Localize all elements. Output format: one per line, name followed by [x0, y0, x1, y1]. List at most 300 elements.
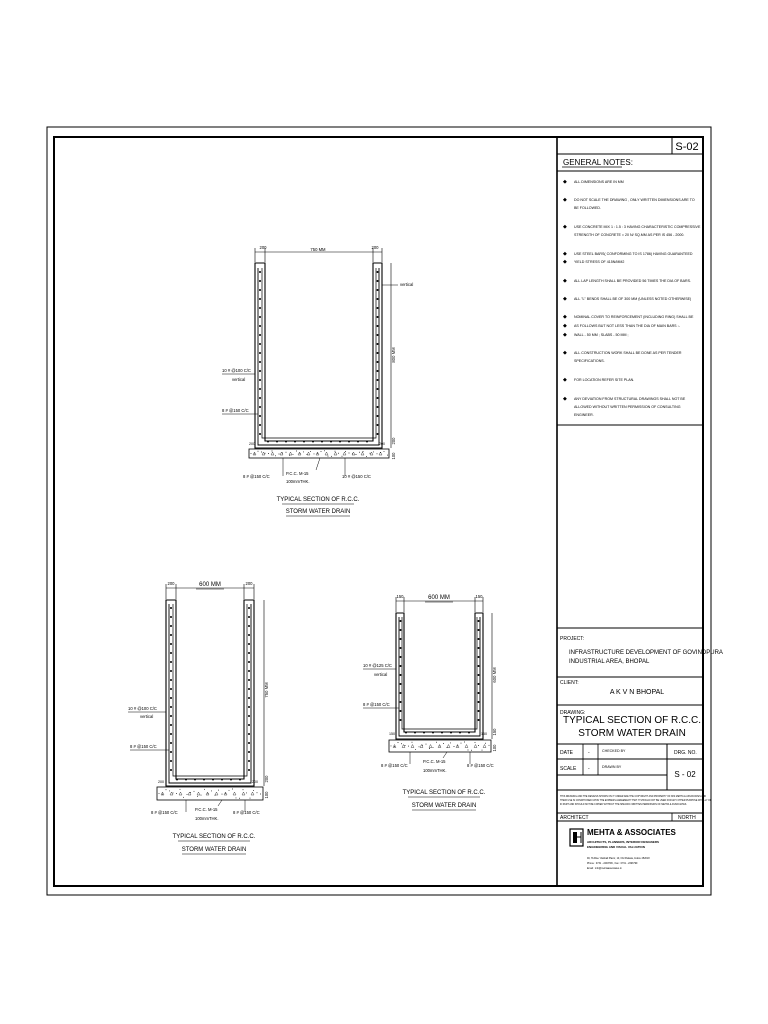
bar-dot [243, 789, 244, 790]
bar-dot [170, 760, 172, 762]
note-line: ALL LAP LENGTH SHALL BE PROVIDED 56 TIMES THE DIA OF BARS. [574, 279, 691, 283]
outer-reinforcement [258, 268, 379, 445]
bar-dot [450, 732, 452, 734]
aggregate-mark [215, 792, 218, 795]
project-name-line1: INFRASTRUCTURE DEVELOPMENT OF GOVINDPURA [569, 650, 723, 656]
corner-right-dim: 200 [379, 442, 385, 446]
bar-dot [391, 745, 392, 746]
inner-reinforcement [402, 617, 477, 729]
bar-dot [468, 732, 470, 734]
pcc-callout: P.C.C. M-15 [195, 807, 218, 812]
bar-dot [166, 789, 167, 790]
bar-dot [478, 683, 480, 685]
pcc-callout: P.C.C. M-15 [423, 759, 446, 764]
bar-dot [400, 647, 402, 649]
bar-dot [246, 792, 247, 793]
bar-dot [415, 749, 416, 750]
aggregate-mark [343, 452, 346, 455]
aggregate-mark [197, 792, 200, 795]
bar-dot [259, 334, 261, 336]
note-line: BE FOLLOWED. [574, 206, 601, 210]
dim-left-wall: 150 [396, 594, 404, 599]
bar-dot [400, 629, 402, 631]
corner-left-dim: 200 [158, 780, 164, 784]
bar-dot [259, 379, 261, 381]
bar-dot [239, 779, 241, 781]
bar-dot [257, 792, 258, 793]
firm-tagline-2: ENGINEERING AND VISUAL VALUATION [587, 845, 645, 849]
bar-dot [259, 370, 261, 372]
bar-dot [286, 452, 287, 453]
copyright-line: THEIR USE IS CONDITIONED UPON THE EXPRESS AGREEMENT THAT IT SHOULD NOT BE USED FOR ANY OTHER PURPOSE WHOLLY OR [560, 800, 712, 802]
bar-dot [173, 792, 174, 793]
drawn-by-label: DRAWN BY [602, 765, 622, 769]
bar-dot [236, 797, 237, 798]
inner-reinforcement [173, 604, 247, 776]
bar-dot [426, 744, 427, 745]
bar-dot [218, 790, 219, 791]
dim-clear-width: 600 MM [428, 595, 450, 601]
bar-dot [248, 751, 250, 753]
bar-dot [478, 647, 480, 649]
bar-dot [259, 352, 261, 354]
bar-dot [203, 779, 205, 781]
vertical-bar-callout: 10 # @100 C/C [128, 706, 157, 711]
bar-dot [212, 779, 214, 781]
bar-dot [211, 790, 212, 791]
bar-dot [478, 638, 480, 640]
bar-dot [201, 795, 202, 796]
project-label: PROJECT: [560, 636, 585, 642]
bar-dot [259, 361, 261, 363]
bar-dot [342, 456, 343, 457]
firm-phone: Phone : 0731 - 2493796 , Fax : 0731 - 2493799 [587, 862, 638, 865]
bar-dot [303, 441, 305, 443]
aggregate-mark [438, 745, 441, 748]
bar-dot [412, 742, 413, 743]
date-label: DATE [560, 750, 573, 756]
aggregate-mark [361, 452, 364, 455]
bar-dot [348, 441, 350, 443]
bar-dot [457, 745, 458, 746]
aggregate-mark [307, 452, 310, 455]
dim-pcc: 100 [391, 452, 396, 460]
note-bullet: ◆ [563, 396, 567, 402]
bar-dot [400, 665, 402, 667]
bar-dot [478, 656, 480, 658]
aggregate-mark [242, 792, 245, 795]
drg-no-value: S - 02 [674, 770, 696, 779]
note-line: ALL "L" BENDS SHALL BE OF 300 MM (UNLESS NOTED OTHERWISE) [574, 297, 692, 301]
client-label: CLIENT: [560, 680, 579, 686]
outer-reinforcement [399, 617, 480, 736]
pcc-thickness: 100mmTHK. [423, 768, 447, 773]
bar-dot [400, 638, 402, 640]
vertical-bar-callout-sub: vertical [374, 672, 388, 677]
bar-dot [377, 289, 379, 291]
bar-dot [419, 746, 420, 747]
bar-dot [170, 724, 172, 726]
bar-dot [475, 742, 476, 743]
bar-dot [259, 397, 261, 399]
architect-label: ARCHITECT [560, 815, 589, 821]
bar-dot [197, 796, 198, 797]
copyright-line: IN PART AND SHOULD NOT BE COPIED WITHOUT THE SPECIFIC WRITTEN PERMISSION OF MEHTA & ASSOCIATES. [560, 804, 687, 806]
bar-dot [464, 742, 465, 743]
drain-concrete-outline [396, 613, 483, 739]
bar-dot [450, 742, 451, 743]
note-line: ALL DIMENSIONS ARE IN MM [574, 180, 624, 184]
copyright-line: THIS DRAWING AND THE DESIGNS SHOWN ON IT UNDER ARE THE COPYRIGHT AND PROPERTY OF M/S MEHTA & ASSOCIATES AND [560, 796, 707, 798]
bar-dot [468, 750, 469, 751]
bar-dot [377, 298, 379, 300]
bar-dot [401, 743, 402, 744]
bar-dot [377, 334, 379, 336]
note-bullet: ◆ [563, 296, 567, 302]
bar-dot [366, 456, 367, 457]
aggregate-mark [411, 745, 414, 748]
section-2-drain [128, 581, 269, 854]
aggregate-mark [289, 452, 292, 455]
bottom-left-bar-callout: 8 # @150 C/C [243, 474, 270, 479]
bar-dot [260, 794, 261, 795]
bar-dot [258, 451, 259, 452]
bar-dot [170, 742, 172, 744]
client-name: A K V N BHOPAL [609, 689, 665, 696]
corner-right-dim: 200 [252, 780, 258, 784]
bar-dot [377, 388, 379, 390]
bar-dot [259, 388, 261, 390]
bar-dot [478, 745, 479, 746]
bar-dot [478, 665, 480, 667]
bar-dot [349, 453, 350, 454]
bar-dot [253, 790, 254, 791]
dim-base: 200 [264, 775, 269, 783]
bar-dot [230, 779, 232, 781]
bar-dot [162, 794, 163, 795]
north-label: NORTH [678, 815, 696, 821]
bar-dot [400, 620, 402, 622]
section-title-line1: TYPICAL SECTION OF R.C.C. [276, 497, 360, 503]
bar-dot [400, 692, 402, 694]
dim-clear-width: 600 MM [199, 582, 221, 588]
aggregate-mark [474, 745, 477, 748]
bar-dot [248, 742, 250, 744]
bar-dot [377, 352, 379, 354]
bar-dot [248, 661, 250, 663]
bar-dot [254, 453, 255, 454]
aggregate-mark [325, 452, 328, 455]
scale-label: SCALE [560, 766, 577, 772]
bar-dot [272, 451, 273, 452]
vertical-bar-callout: 10 # @100 C/C [222, 368, 251, 373]
bar-dot [170, 688, 172, 690]
bar-dot [170, 643, 172, 645]
firm-logo-icon [570, 829, 583, 846]
bar-dot [248, 643, 250, 645]
aggregate-mark [402, 745, 405, 748]
bar-dot [276, 441, 278, 443]
bar-dot [454, 746, 455, 747]
bar-dot [345, 451, 346, 452]
dim-left-wall: 200 [167, 581, 175, 586]
drain-concrete-outline [166, 600, 254, 786]
bar-dot [248, 706, 250, 708]
bar-dot [405, 745, 406, 746]
bar-dot [248, 724, 250, 726]
note-bullet: ◆ [563, 314, 567, 320]
bar-dot [400, 701, 402, 703]
project-name-line2: INDUSTRIAL AREA, BHOPAL [569, 659, 650, 665]
bar-dot [293, 454, 294, 455]
bar-dot [377, 406, 379, 408]
aggregate-mark [251, 792, 254, 795]
bar-dot [268, 453, 269, 454]
bar-dot [321, 441, 323, 443]
bar-dot [478, 719, 480, 721]
firm-email: Email : info@mehtaassociates.in [587, 867, 622, 870]
bar-dot [405, 732, 407, 734]
bar-dot [461, 743, 462, 744]
general-notes-list [563, 179, 701, 417]
dim-clear-width: 750 MM [310, 247, 326, 252]
bar-dot [250, 798, 251, 799]
bar-dot [194, 791, 195, 792]
bar-dot [259, 307, 261, 309]
bar-dot [377, 280, 379, 282]
bar-dot [170, 715, 172, 717]
bar-dot [478, 701, 480, 703]
bar-dot [159, 793, 160, 794]
dim-base: 200 [391, 437, 396, 445]
drawing-number-top: S-02 [675, 141, 699, 153]
drawing-title-line1: TYPICAL SECTION OF R.C.C. [563, 715, 701, 726]
bar-dot [303, 451, 304, 452]
bar-dot [248, 733, 250, 735]
aggregate-mark [233, 792, 236, 795]
bar-dot [400, 719, 402, 721]
note-bullet: ◆ [563, 259, 567, 265]
drg-no-label: DRG. NO. [674, 750, 697, 756]
bar-dot [170, 634, 172, 636]
distribution-bars [259, 271, 379, 443]
bar-dot [363, 451, 364, 452]
bar-dot [279, 454, 280, 455]
vertical-bar-callout-sub: vertical [232, 377, 246, 382]
bar-dot [377, 370, 379, 372]
aggregate-mark [179, 792, 182, 795]
distribution-bars [400, 620, 480, 734]
bar-dot [478, 629, 480, 631]
bar-dot [394, 746, 395, 747]
bar-dot [489, 745, 490, 746]
section-title-line1: TYPICAL SECTION OF R.C.C. [172, 834, 256, 840]
pcc-thickness: 100mmTHK. [195, 816, 219, 821]
bar-dot [433, 747, 434, 748]
bar-dot [251, 453, 252, 454]
aggregate-mark [262, 452, 265, 455]
scale-value: - [588, 766, 590, 772]
bar-dot [317, 453, 318, 454]
section-title-line2: STORM WATER DRAIN [411, 803, 477, 809]
aggregate-mark [334, 452, 337, 455]
bar-dot [400, 683, 402, 685]
note-line: YIELD STRESS OF 415N/MM2 [574, 260, 625, 264]
bar-dot [432, 732, 434, 734]
bar-dot [478, 710, 480, 712]
note-bullet: ◆ [563, 332, 567, 338]
bar-dot [229, 790, 230, 791]
aggregate-mark [271, 452, 274, 455]
bar-dot [339, 441, 341, 443]
bar-dot [356, 454, 357, 455]
bar-dot [248, 625, 250, 627]
note-bullet: ◆ [563, 278, 567, 284]
bar-dot [377, 325, 379, 327]
dim-height: 600 MM [492, 667, 497, 683]
note-bullet: ◆ [563, 251, 567, 257]
bar-dot [285, 441, 287, 443]
bar-dot [248, 697, 250, 699]
bar-dot [485, 743, 486, 744]
bottom-left-bar-callout: 8 # @150 C/C [381, 763, 408, 768]
checked-by-label: CHECKED BY [602, 749, 626, 753]
bottom-right-bar-callout: 8 # @150 C/C [233, 810, 260, 815]
bar-dot [170, 751, 172, 753]
vertical-bar-callout: 10 # @125 C/C [363, 663, 392, 668]
general-notes-title: GENERAL NOTES: [563, 158, 633, 167]
bar-dot [398, 742, 399, 743]
bar-dot [267, 441, 269, 443]
inner-border [54, 137, 703, 886]
drawing-label: DRAWING: [560, 710, 586, 716]
note-bullet: ◆ [563, 377, 567, 383]
note-line: AS FOLLOWS BUT NOT LESS THAN THE DIA OF MAIN BARS :- [574, 324, 680, 328]
bar-dot [471, 750, 472, 751]
dim-height: 800 MM [391, 347, 396, 363]
bar-dot [170, 670, 172, 672]
bar-dot [377, 343, 379, 345]
aggregate-mark [483, 745, 486, 748]
bar-dot [176, 793, 177, 794]
pcc-hatch [391, 742, 490, 751]
dim-height: 750 MM [264, 682, 269, 698]
bar-dot [259, 280, 261, 282]
bar-dot [259, 343, 261, 345]
bar-dot [170, 697, 172, 699]
bar-dot [275, 455, 276, 456]
bar-dot [443, 743, 444, 744]
pcc-thickness: 100mmTHK. [286, 479, 310, 484]
bar-dot [377, 307, 379, 309]
bar-dot [187, 794, 188, 795]
bar-dot [170, 625, 172, 627]
bar-dot [222, 794, 223, 795]
section-1-drain [222, 245, 413, 516]
bar-dot [377, 397, 379, 399]
bar-dot [330, 441, 332, 443]
note-line: DO NOT SCALE THE DRAWING , ONLY WRITTEN DIMENSIONS ARE TO [574, 198, 695, 202]
bar-dot [423, 732, 425, 734]
bar-dot [400, 710, 402, 712]
bar-dot [176, 779, 178, 781]
dim-base: 150 [492, 728, 497, 736]
note-line: STRENGTH OF CONCRETE = 20 N/ SQ.MM AS PER IS 456 - 2000. [574, 233, 685, 237]
note-line: ALLOWED WITHOUT WRITTEN PERMISSION OF CONSULTING [574, 405, 681, 409]
vertical-bar-note: vertical [400, 282, 414, 287]
bar-dot [248, 634, 250, 636]
bar-dot [259, 298, 261, 300]
note-line: WALL - 50 MM ; SLABS - 50 MM ; [574, 333, 629, 337]
note-line: USE STEEL BARS( CONFORMING TO IS 1786) HAVING GUARANTEED [574, 252, 693, 256]
aggregate-mark [161, 792, 164, 795]
bar-dot [221, 779, 223, 781]
bar-dot [338, 453, 339, 454]
note-line: FOR LOCATION REFER SITE PLAN. [574, 378, 635, 382]
bar-dot [335, 451, 336, 452]
bar-dot [259, 325, 261, 327]
note-line: SPECIFICATIONS. [574, 359, 605, 363]
bar-dot [482, 750, 483, 751]
bar-dot [429, 748, 430, 749]
bar-dot [377, 415, 379, 417]
bottom-right-bar-callout: 10 # @150 C/C [342, 474, 371, 479]
bar-dot [294, 441, 296, 443]
bar-dot [194, 779, 196, 781]
bar-dot [441, 732, 443, 734]
note-bullet: ◆ [563, 350, 567, 356]
dim-right-wall: 200 [371, 245, 379, 250]
date-value: - [588, 750, 590, 756]
bar-dot [248, 688, 250, 690]
dim-pcc: 100 [264, 791, 269, 799]
bar-dot [239, 798, 240, 799]
aggregate-mark [393, 745, 396, 748]
aggregate-mark [170, 792, 173, 795]
bar-dot [170, 616, 172, 618]
bar-dot [248, 679, 250, 681]
bar-dot [265, 453, 266, 454]
bar-dot [261, 452, 262, 453]
bar-dot [259, 316, 261, 318]
bar-dot [478, 674, 480, 676]
bar-dot [324, 450, 325, 451]
bar-dot [296, 451, 297, 452]
note-bullet: ◆ [563, 323, 567, 329]
bar-dot [459, 732, 461, 734]
section-title-line2: STORM WATER DRAIN [181, 847, 247, 853]
firm-name: MEHTA & ASSOCIATES [587, 828, 676, 837]
bar-dot [370, 453, 371, 454]
dim-left-wall: 200 [259, 245, 267, 250]
bar-dot [377, 316, 379, 318]
dim-right-wall: 200 [245, 581, 253, 586]
bar-dot [377, 453, 378, 454]
horizontal-bar-callout: 8 # @150 C/C [130, 744, 157, 749]
bar-dot [312, 441, 314, 443]
bar-dot [400, 674, 402, 676]
bar-dot [377, 433, 379, 435]
bar-dot [248, 760, 250, 762]
outer-reinforcement [169, 604, 251, 783]
aggregate-mark [280, 452, 283, 455]
aggregate-mark [447, 745, 450, 748]
bar-dot [328, 456, 329, 457]
note-line: ANY DEVIATION FROM STRUCTURAL DRAWINGS SHALL NOT BE [574, 397, 686, 401]
bar-dot [314, 453, 315, 454]
bar-dot [170, 607, 172, 609]
bar-dot [169, 790, 170, 791]
